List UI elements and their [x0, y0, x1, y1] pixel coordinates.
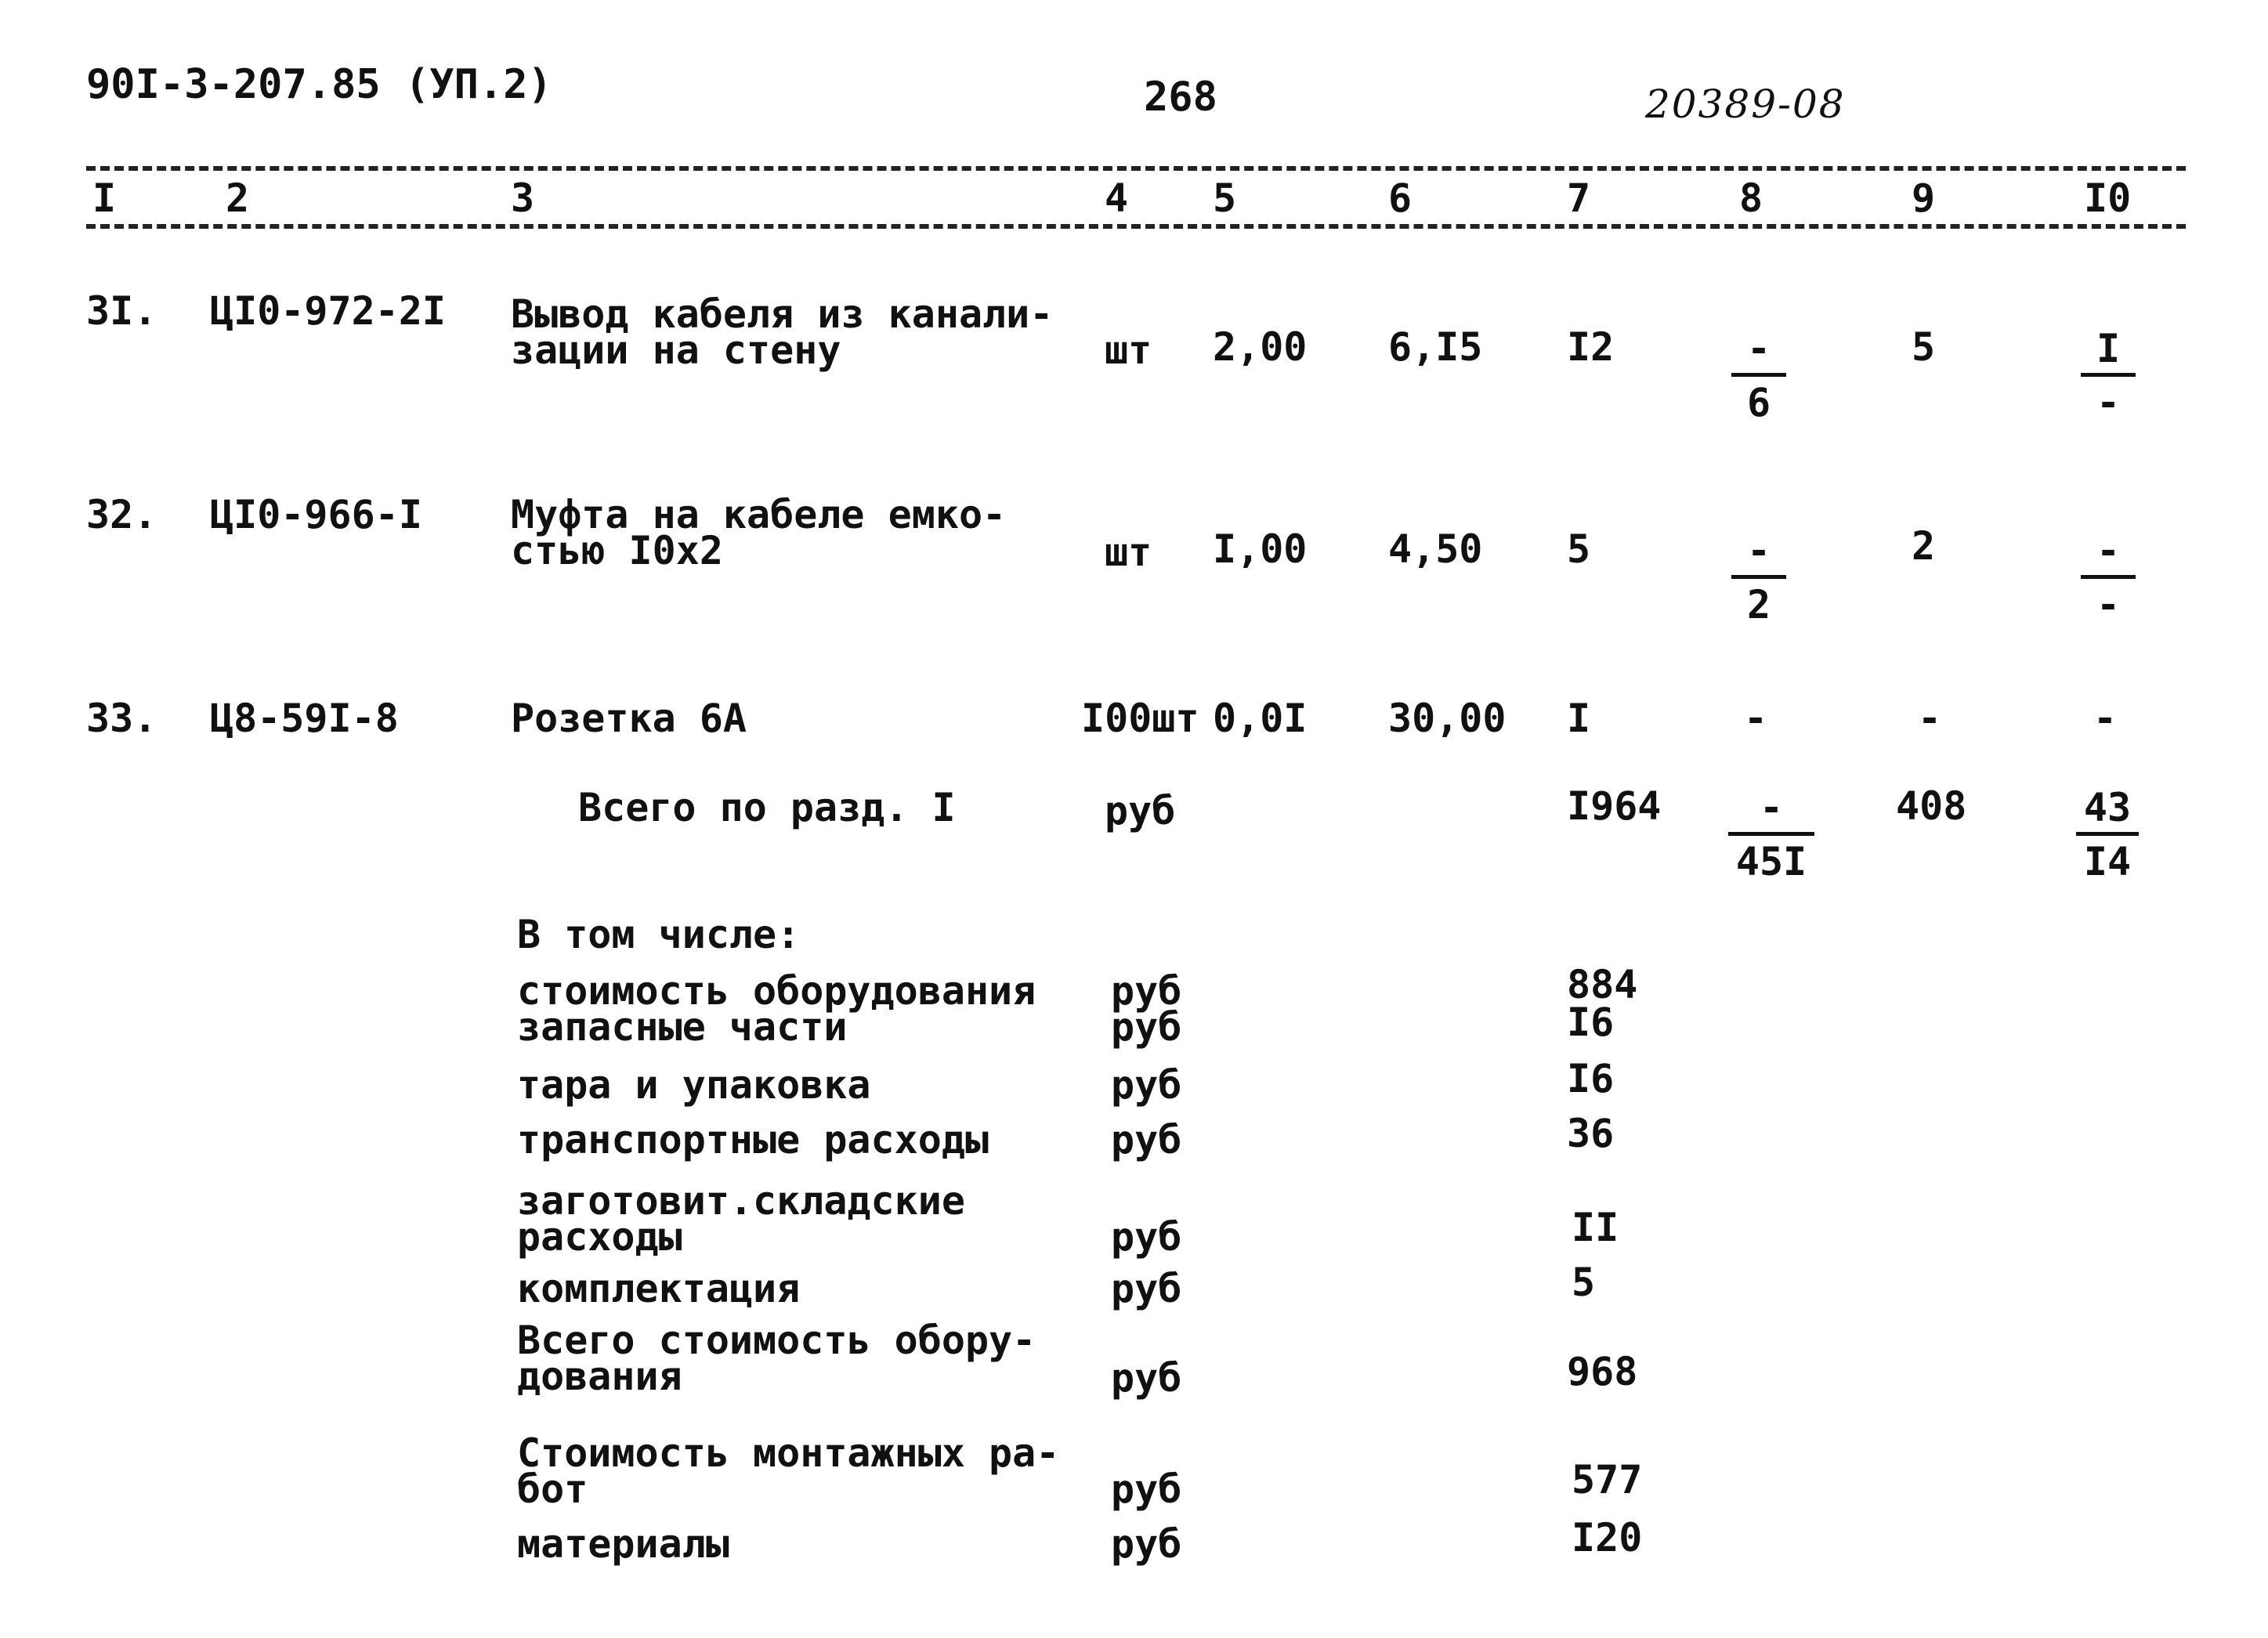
row-col6: 30,00 — [1388, 696, 1507, 741]
breakdown-label: запасные части — [517, 1004, 848, 1050]
row-description: Вывод кабеля из канали- зации на стену — [511, 291, 1054, 373]
row-col10-fraction: I - — [2081, 329, 2136, 422]
column-header-2: 2 — [226, 175, 250, 221]
row-col7: I — [1567, 696, 1591, 741]
breakdown-value: II — [1572, 1205, 1619, 1250]
row-col10: - — [2093, 696, 2118, 741]
breakdown-label: Всего стоимость обору- дования — [517, 1318, 1036, 1399]
breakdown-label: комплектация — [517, 1266, 801, 1311]
total-col10-fraction: 43 I4 — [2076, 788, 2139, 881]
breakdown-value: 968 — [1567, 1349, 1638, 1394]
breakdown-label: материалы — [517, 1521, 729, 1567]
total-col9: 408 — [1896, 783, 1967, 829]
row-code: ЦI0-972-2I — [210, 288, 447, 334]
column-header-4: 4 — [1105, 175, 1129, 221]
column-header-1: I — [92, 175, 117, 221]
breakdown-unit: руб — [1111, 1214, 1182, 1260]
row-unit: I00шт — [1081, 696, 1199, 741]
table-header-rule — [86, 224, 2186, 229]
column-header-3: 3 — [511, 175, 535, 221]
breakdown-unit: руб — [1111, 1004, 1182, 1050]
column-header-5: 5 — [1213, 175, 1237, 221]
breakdown-unit: руб — [1111, 968, 1182, 1014]
total-label: Всего по разд. I — [578, 785, 956, 830]
row-col6: 4,50 — [1388, 526, 1483, 572]
column-header-8: 8 — [1739, 175, 1763, 221]
row-number: 3I. — [86, 288, 157, 334]
breakdown-unit: руб — [1111, 1521, 1182, 1567]
row-col6: 6,I5 — [1388, 324, 1483, 370]
row-col5: 2,00 — [1213, 324, 1308, 370]
row-description: Муфта на кабеле емко- стью I0х2 — [511, 492, 1007, 573]
row-col9: - — [1918, 696, 1942, 741]
column-header-6: 6 — [1388, 175, 1413, 221]
row-code: Ц8-59I-8 — [210, 696, 399, 741]
row-col8-fraction: - 2 — [1731, 531, 1786, 624]
row-col8: - — [1744, 696, 1768, 741]
breakdown-value: 884 — [1567, 962, 1638, 1007]
row-unit: шт — [1105, 327, 1152, 373]
document-code: 90I-3-207.85 (УП.2) — [86, 61, 552, 108]
row-col10-fraction: - - — [2081, 531, 2136, 624]
breakdown-label: транспортные расходы — [517, 1117, 989, 1163]
breakdown-label: тара и упаковка — [517, 1062, 871, 1108]
breakdown-value: I20 — [1572, 1515, 1643, 1560]
breakdown-unit: руб — [1111, 1466, 1182, 1512]
total-col7: I964 — [1567, 783, 1662, 829]
including-label: В том числе: — [517, 912, 801, 957]
breakdown-unit: руб — [1111, 1117, 1182, 1163]
breakdown-value: 36 — [1567, 1111, 1615, 1156]
row-col9: 2 — [1912, 523, 1936, 569]
column-header-7: 7 — [1567, 175, 1591, 221]
column-header-9: 9 — [1912, 175, 1936, 221]
breakdown-value: 577 — [1572, 1457, 1643, 1502]
row-code: ЦI0-966-I — [210, 492, 422, 537]
breakdown-label: Стоимость монтажных ра- бот — [517, 1430, 1060, 1512]
breakdown-unit: руб — [1111, 1062, 1182, 1108]
breakdown-label: заготовит.складские расходы — [517, 1178, 965, 1260]
row-col8-fraction: - 6 — [1731, 329, 1786, 422]
row-col7: I2 — [1567, 324, 1615, 370]
row-col7: 5 — [1567, 526, 1591, 572]
page-number: 268 — [1144, 74, 1217, 121]
row-unit: шт — [1105, 530, 1152, 575]
breakdown-value: 5 — [1572, 1260, 1596, 1305]
breakdown-value: I6 — [1567, 1000, 1615, 1045]
column-header-10: I0 — [2084, 175, 2132, 221]
table-top-rule — [86, 166, 2186, 171]
breakdown-unit: руб — [1111, 1266, 1182, 1311]
row-number: 33. — [86, 696, 157, 741]
row-description: Розетка 6А — [511, 696, 747, 741]
row-number: 32. — [86, 492, 157, 537]
breakdown-value: I6 — [1567, 1056, 1615, 1101]
row-col9: 5 — [1912, 324, 1936, 370]
breakdown-unit: руб — [1111, 1355, 1182, 1401]
total-col8-fraction: - 45I — [1728, 788, 1814, 881]
total-unit: руб — [1105, 788, 1176, 833]
breakdown-label: стоимость оборудования — [517, 968, 1036, 1014]
handwritten-stamp: 20389-08 — [1645, 81, 1846, 127]
row-col5: 0,0I — [1213, 696, 1308, 741]
row-col5: I,00 — [1213, 526, 1308, 572]
